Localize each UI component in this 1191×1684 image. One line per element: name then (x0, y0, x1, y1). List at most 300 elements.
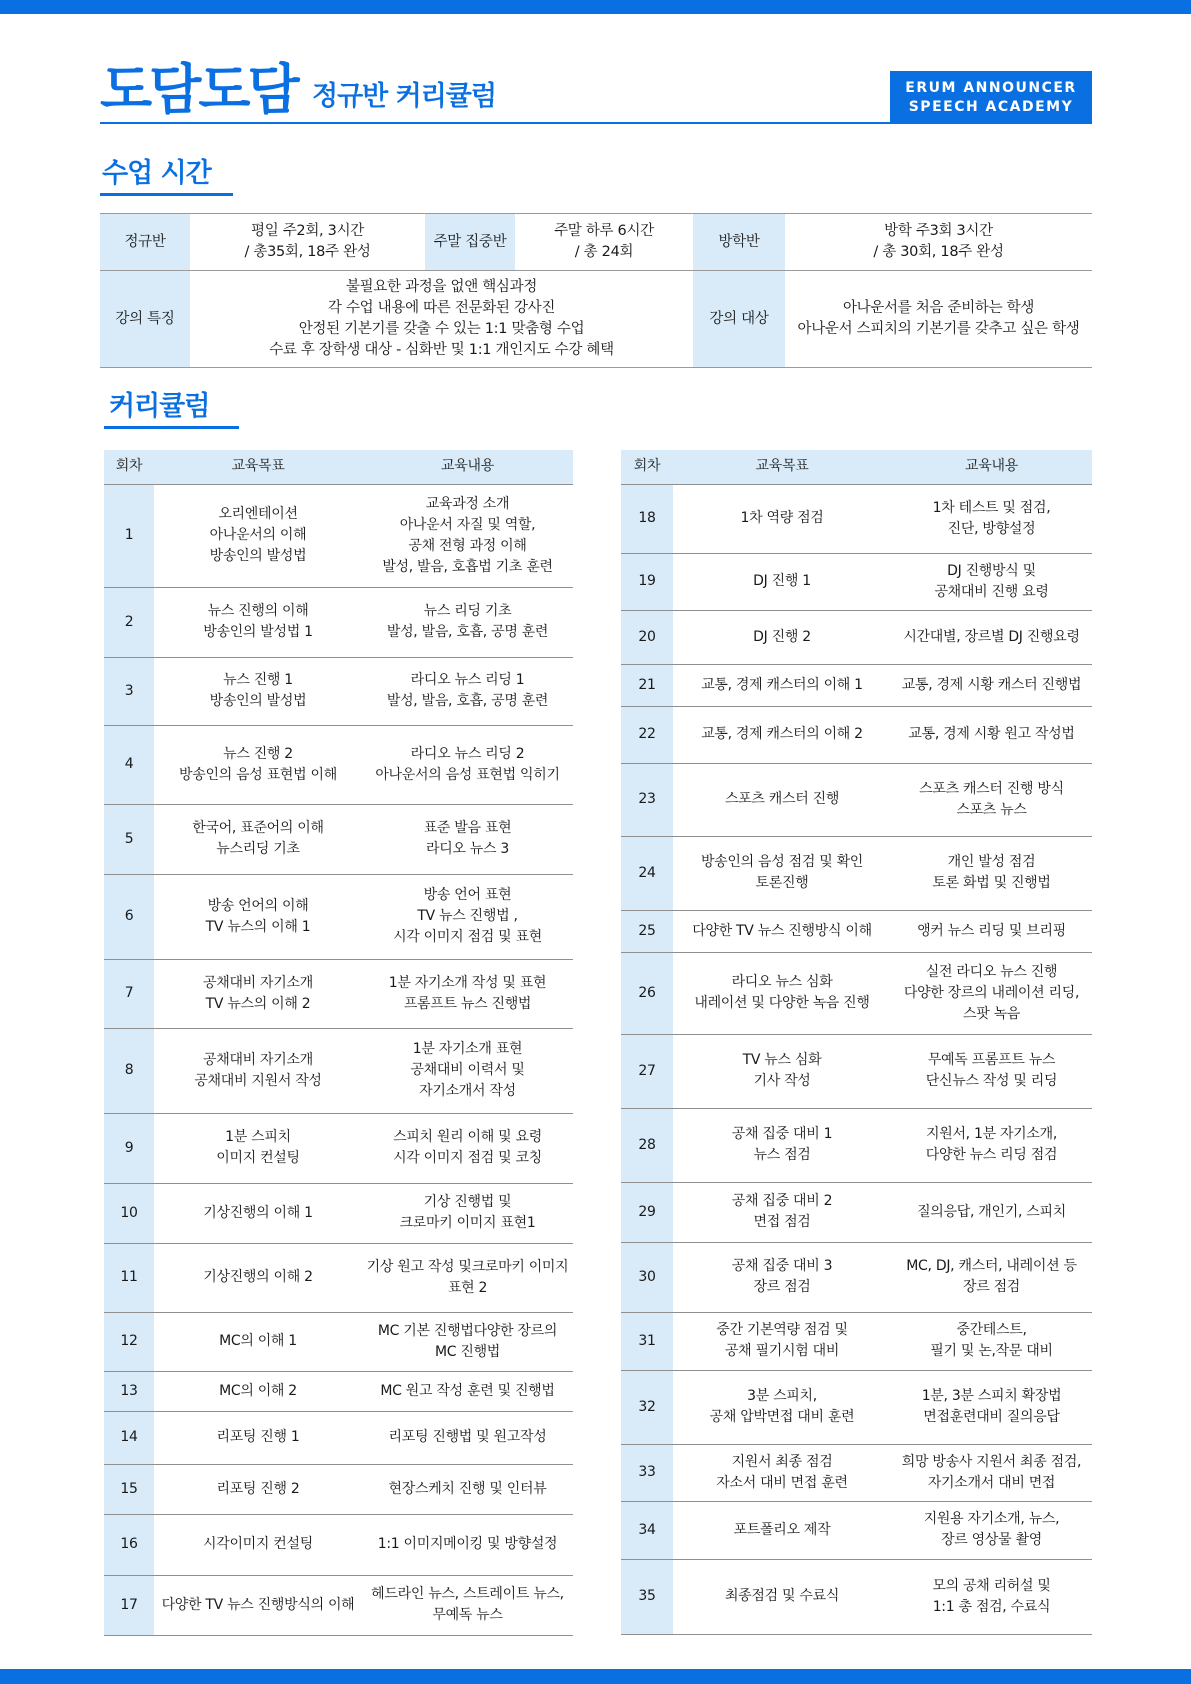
content-line: 스포츠 캐스터 진행 방식 (919, 780, 1064, 797)
education-goal (154, 1464, 362, 1514)
regular-schedule (190, 214, 425, 271)
goal-line: 방송인의 음성 표현법 이해 (179, 766, 337, 783)
content-line: 리포팅 진행법 및 원고작성 (388, 1429, 547, 1445)
content-line: 라디오 뉴스 리딩 2 (410, 745, 525, 762)
content-line: 진단, 방향설정 (947, 520, 1036, 537)
session-number: 33 (621, 1444, 673, 1501)
goal-line: 뉴스 진행 2 (223, 745, 293, 762)
education-goal (673, 910, 891, 952)
content-line: 표현 2 (447, 1279, 488, 1296)
education-goal (673, 1182, 891, 1242)
education-content (891, 836, 1092, 910)
content-line: 질의응답, 개인기, 스피치 (917, 1203, 1066, 1220)
content-line: 발성, 발음, 호흡법 기초 훈련 (382, 558, 553, 575)
curriculum-header-row (104, 450, 573, 484)
goal-line: 공채 집중 대비 1 (731, 1126, 833, 1142)
education-content (362, 804, 573, 874)
curriculum-table-right (621, 450, 1092, 1635)
session-number: 8 (104, 1028, 154, 1113)
curriculum-row (621, 1108, 1092, 1182)
education-goal (154, 1312, 362, 1371)
content-header: 교육내용 (891, 450, 1092, 484)
curriculum-table-left (104, 450, 573, 1636)
goal-line: 1분 스피치 (225, 1129, 291, 1145)
goal-line: 다양한 TV 뉴스 진행방식의 이해 (161, 1596, 355, 1613)
goal-line: 공채대비 자기소개 (203, 1051, 313, 1068)
content-line: 면접훈련대비 질의응답 (923, 1409, 1060, 1425)
regular-label: 정규반 (100, 214, 190, 271)
weekend-schedule-line: 주말 하루 6시간 (554, 223, 654, 239)
curriculum-body-left (104, 484, 573, 1635)
education-goal (154, 959, 362, 1028)
schedule-title-underline (100, 193, 233, 196)
goal-line: 공채 집중 대비 3 (731, 1258, 833, 1274)
education-content (891, 763, 1092, 836)
content-line: 공채대비 이력서 및 (410, 1062, 525, 1078)
education-content (891, 1444, 1092, 1501)
content-line: 뉴스 리딩 기초 (423, 603, 512, 619)
features-content (190, 271, 693, 368)
content-line: 시각 이미지 점검 및 표현 (393, 929, 542, 945)
content-line: 단신뉴스 작성 및 리딩 (925, 1073, 1058, 1089)
curriculum-row (621, 1242, 1092, 1312)
schedule-table (100, 213, 1092, 368)
features-label: 강의 특징 (100, 271, 190, 368)
target-line: 아나운서 스피치의 기본기를 갖추고 싶은 학생 (797, 321, 1080, 337)
session-number: 20 (621, 610, 673, 664)
session-number: 5 (104, 804, 154, 874)
session-number: 13 (104, 1371, 154, 1411)
education-goal (673, 706, 891, 763)
curriculum-row (104, 484, 573, 587)
academy-line-2: SPEECH ACADEMY (908, 99, 1074, 115)
education-goal (673, 1242, 891, 1312)
feature-line: 수료 후 장학생 대상 - 심화반 및 1:1 개인지도 수강 혜택 (269, 342, 614, 358)
content-line: 1분, 3분 스피치 확장법 (921, 1388, 1062, 1404)
content-line: 발성, 발음, 호흡, 공명 훈련 (386, 624, 549, 640)
curriculum-row (104, 1575, 573, 1635)
goal-line: 1차 역량 점검 (740, 510, 824, 526)
content-line: 발성, 발음, 호흡, 공명 훈련 (386, 693, 549, 709)
session-number: 16 (104, 1514, 154, 1575)
education-goal (673, 763, 891, 836)
education-content (362, 657, 573, 725)
content-line: 1차 테스트 및 점검, (932, 499, 1051, 516)
session-number: 9 (104, 1113, 154, 1183)
education-content (891, 1370, 1092, 1444)
vacation-schedule-line: / 총 30회, 18주 완성 (873, 244, 1004, 260)
content-line: 무예독 프롬프트 뉴스 (927, 1052, 1056, 1068)
education-goal (154, 587, 362, 657)
content-line: 아나운서 자질 및 역할, (399, 516, 536, 533)
top-accent-bar (0, 0, 1191, 14)
content-line: 희망 방송사 지원서 최종 점검, (901, 1453, 1082, 1470)
goal-line: 공채대비 지원서 작성 (194, 1072, 322, 1089)
curriculum-row (621, 1559, 1092, 1634)
education-goal (154, 484, 362, 587)
education-content (891, 664, 1092, 706)
curriculum-row (104, 959, 573, 1028)
content-line: 1:1 이미지메이킹 및 방향설정 (377, 1536, 558, 1552)
goal-line: 교통, 경제 캐스터의 이해 1 (701, 676, 863, 693)
goal-line: 면접 점검 (753, 1214, 811, 1230)
content-line: 교통, 경제 시황 원고 작성법 (908, 726, 1075, 742)
session-number: 14 (104, 1411, 154, 1464)
education-goal (154, 1183, 362, 1243)
goal-line: DJ 진행 1 (753, 573, 811, 589)
education-goal (154, 1028, 362, 1113)
weekend-schedule-line: / 총 24회 (574, 244, 634, 260)
curriculum-row (104, 587, 573, 657)
goal-line: 방송인의 발성법 (209, 548, 307, 564)
curriculum-row (104, 1411, 573, 1464)
content-line: 무예독 뉴스 (432, 1607, 503, 1623)
education-content (891, 1242, 1092, 1312)
goal-line: TV 뉴스 심화 (742, 1052, 822, 1068)
curriculum-row (621, 1312, 1092, 1370)
feature-line: 각 수업 내용에 따른 전문화된 강사진 (327, 300, 556, 316)
content-line: 다양한 장르의 내레이션 리딩, (903, 984, 1080, 1001)
education-goal (154, 657, 362, 725)
goal-header: 교육목표 (673, 450, 891, 484)
vacation-schedule-line: 방학 주3회 3시간 (884, 223, 993, 239)
session-number: 18 (621, 484, 673, 553)
curriculum-row (621, 664, 1092, 706)
curriculum-row (621, 610, 1092, 664)
regular-schedule-line: / 총35회, 18주 완성 (244, 244, 371, 260)
curriculum-row (621, 763, 1092, 836)
goal-line: 기상진행의 이해 1 (203, 1204, 313, 1221)
education-content (891, 610, 1092, 664)
education-goal (673, 1108, 891, 1182)
curriculum-row (621, 1370, 1092, 1444)
content-line: 표준 발음 표현 (423, 820, 512, 836)
academy-badge (890, 71, 1092, 124)
schedule-row (100, 214, 1092, 271)
curriculum-row (621, 1034, 1092, 1108)
content-line: 지원용 자기소개, 뉴스, (923, 1511, 1060, 1527)
education-content (362, 587, 573, 657)
education-content (891, 1108, 1092, 1182)
session-number: 30 (621, 1242, 673, 1312)
session-number: 26 (621, 952, 673, 1034)
content-line: 1:1 총 점검, 수료식 (932, 1598, 1051, 1615)
education-goal (673, 1034, 891, 1108)
education-content (362, 725, 573, 804)
content-line: 공채대비 진행 요령 (934, 583, 1049, 600)
session-number: 11 (104, 1243, 154, 1312)
curriculum-title-underline (104, 426, 239, 429)
education-goal (154, 1514, 362, 1575)
education-goal (154, 1575, 362, 1635)
education-goal (673, 484, 891, 553)
goal-line: 리포팅 진행 1 (216, 1429, 300, 1445)
content-line: 교통, 경제 시황 캐스터 진행법 (901, 676, 1082, 693)
education-goal (673, 1501, 891, 1559)
goal-line: 공채 필기시험 대비 (724, 1343, 840, 1359)
goal-line: 토론진행 (755, 875, 809, 891)
vacation-schedule (785, 214, 1092, 271)
education-content (891, 1182, 1092, 1242)
goal-line: 스포츠 캐스터 진행 (724, 791, 840, 807)
goal-line: 방송인의 발성법 (209, 693, 307, 709)
session-number: 4 (104, 725, 154, 804)
content-line: MC 원고 작성 훈련 및 진행법 (380, 1382, 555, 1399)
curriculum-row (621, 1182, 1092, 1242)
goal-line: 방송인의 음성 점검 및 확인 (700, 854, 864, 870)
education-goal (673, 1370, 891, 1444)
schedule-section-title: 수업 시간 (102, 158, 211, 189)
curriculum-row (621, 706, 1092, 763)
session-number: 32 (621, 1370, 673, 1444)
curriculum-row (104, 1183, 573, 1243)
session-number: 25 (621, 910, 673, 952)
session-number: 28 (621, 1108, 673, 1182)
content-line: DJ 진행방식 및 (947, 562, 1036, 579)
content-line: 시간대별, 장르별 DJ 진행요령 (903, 628, 1080, 645)
content-line: 모의 공채 리허설 및 (932, 1577, 1051, 1594)
curriculum-row (104, 1464, 573, 1514)
content-line: MC, DJ, 캐스터, 내레이션 등 (906, 1258, 1077, 1274)
content-line: 스팟 녹음 (962, 1005, 1021, 1022)
goal-line: 내레이션 및 다양한 녹음 진행 (694, 995, 870, 1011)
curriculum-section-title: 커리큘럼 (109, 391, 210, 422)
education-goal (673, 952, 891, 1034)
content-line: 방송 언어 표현 (423, 887, 512, 903)
content-line: 장르 점검 (962, 1279, 1021, 1295)
education-content (362, 1464, 573, 1514)
feature-line: 안정된 기본기를 갖출 수 있는 1:1 맞춤형 수업 (298, 321, 585, 337)
education-content (362, 1113, 573, 1183)
goal-line: 시각이미지 컨설팅 (203, 1536, 313, 1552)
content-line: 스포츠 뉴스 (956, 801, 1027, 818)
education-goal (154, 1243, 362, 1312)
goal-line: 방송인의 발성법 1 (203, 624, 313, 640)
education-goal (154, 1411, 362, 1464)
session-number: 24 (621, 836, 673, 910)
goal-line: 뉴스 진행의 이해 (207, 603, 309, 619)
content-line: 중간테스트, (956, 1322, 1027, 1338)
education-content (891, 1559, 1092, 1634)
goal-line: 교통, 경제 캐스터의 이해 2 (701, 726, 863, 742)
content-line: 스피치 원리 이해 및 요령 (393, 1129, 542, 1145)
education-content (891, 910, 1092, 952)
curriculum-row (104, 1243, 573, 1312)
content-line: 장르 영상물 촬영 (941, 1532, 1042, 1548)
goal-line: DJ 진행 2 (753, 628, 811, 645)
features-row (100, 271, 1092, 368)
goal-line: 포트폴리오 제작 (733, 1521, 831, 1538)
education-content (891, 484, 1092, 553)
page-subtitle: 정규반 커리큘럼 (312, 81, 496, 112)
education-goal (154, 1113, 362, 1183)
education-content (891, 553, 1092, 610)
session-number: 35 (621, 1559, 673, 1634)
goal-line: 오리엔테이션 (218, 506, 298, 522)
goal-line: TV 뉴스의 이해 1 (205, 918, 311, 935)
content-line: MC 기본 진행법다양한 장르의 (377, 1322, 558, 1339)
curriculum-body-right (621, 484, 1092, 1634)
content-line: 현장스케치 진행 및 인터뷰 (388, 1480, 547, 1497)
education-content (891, 1034, 1092, 1108)
goal-line: 리포팅 진행 2 (216, 1480, 300, 1497)
goal-line: 라디오 뉴스 심화 (731, 974, 833, 990)
session-header: 회차 (104, 450, 154, 484)
goal-line: 지원서 최종 점검 (731, 1453, 833, 1470)
curriculum-row (104, 1312, 573, 1371)
curriculum-row (104, 1514, 573, 1575)
content-line: 기상 진행법 및 (423, 1194, 512, 1210)
curriculum-row (104, 804, 573, 874)
content-line: 1분 자기소개 표현 (412, 1041, 523, 1057)
education-goal (154, 725, 362, 804)
content-line: 라디오 뉴스 리딩 1 (410, 672, 525, 688)
weekend-schedule (515, 214, 693, 271)
curriculum-header-row (621, 450, 1092, 484)
goal-line: 다양한 TV 뉴스 진행방식 이해 (692, 922, 872, 939)
curriculum-row (621, 484, 1092, 553)
content-line: MC 진행법 (434, 1343, 501, 1360)
content-line: 기상 원고 작성 및크로마키 이미지 (366, 1258, 569, 1275)
session-number: 23 (621, 763, 673, 836)
goal-line: TV 뉴스의 이해 2 (205, 995, 311, 1012)
session-number: 17 (104, 1575, 154, 1635)
education-content (362, 1514, 573, 1575)
education-goal (673, 1444, 891, 1501)
goal-line: 이미지 컨설팅 (216, 1150, 300, 1166)
vacation-label: 방학반 (693, 214, 785, 271)
education-goal (673, 553, 891, 610)
education-goal (154, 874, 362, 959)
content-line: 크로마키 이미지 표현1 (399, 1215, 536, 1231)
content-line: 토론 화법 및 진행법 (932, 875, 1051, 891)
weekend-label: 주말 집중반 (425, 214, 515, 271)
education-content (362, 1028, 573, 1113)
session-number: 19 (621, 553, 673, 610)
bottom-accent-bar (0, 1669, 1191, 1684)
goal-line: 장르 점검 (753, 1279, 811, 1295)
goal-line: 공채 집중 대비 2 (731, 1193, 833, 1209)
session-number: 15 (104, 1464, 154, 1514)
education-goal (673, 1312, 891, 1370)
session-number: 27 (621, 1034, 673, 1108)
content-line: 필기 및 논,작문 대비 (930, 1343, 1053, 1359)
goal-line: MC의 이해 1 (219, 1333, 297, 1349)
content-line: 지원서, 1분 자기소개, (926, 1126, 1057, 1142)
education-goal (673, 610, 891, 664)
curriculum-row (621, 1501, 1092, 1559)
education-goal (673, 836, 891, 910)
curriculum-row (621, 553, 1092, 610)
education-content (362, 1312, 573, 1371)
academy-line-1: ERUM ANNOUNCER (905, 80, 1077, 96)
goal-line: 중간 기본역량 점검 및 (716, 1322, 848, 1338)
target-content (785, 271, 1092, 368)
content-line: 다양한 뉴스 리딩 점검 (925, 1147, 1058, 1163)
target-line: 아나운서를 처음 준비하는 학생 (842, 300, 1035, 316)
session-number: 31 (621, 1312, 673, 1370)
content-line: TV 뉴스 진행법 , (417, 908, 518, 924)
content-line: 앵커 뉴스 리딩 및 브리핑 (917, 922, 1066, 939)
brand-title: 도담도담 (100, 58, 297, 121)
education-content (891, 1312, 1092, 1370)
education-content (362, 1411, 573, 1464)
session-number: 34 (621, 1501, 673, 1559)
education-content (362, 874, 573, 959)
goal-header: 교육목표 (154, 450, 362, 484)
goal-line: 아나운서의 이해 (209, 527, 307, 543)
goal-line: 3분 스피치, (747, 1388, 817, 1404)
education-content (362, 959, 573, 1028)
goal-line: 공채 압박면접 대비 훈련 (709, 1409, 855, 1425)
content-line: 아나운서의 음성 표현법 익히기 (375, 766, 560, 783)
session-number: 6 (104, 874, 154, 959)
session-number: 2 (104, 587, 154, 657)
goal-line: 한국어, 표준어의 이해 (192, 820, 324, 836)
session-number: 3 (104, 657, 154, 725)
goal-line: MC의 이해 2 (219, 1382, 297, 1399)
content-line: 라디오 뉴스 3 (425, 841, 510, 857)
goal-line: 자소서 대비 면접 훈련 (716, 1474, 848, 1491)
content-line: 실전 라디오 뉴스 진행 (925, 963, 1058, 980)
session-number: 22 (621, 706, 673, 763)
content-line: 자기소개서 작성 (419, 1083, 516, 1099)
education-content (891, 1501, 1092, 1559)
session-header: 회차 (621, 450, 673, 484)
education-goal (673, 1559, 891, 1634)
curriculum-row (104, 725, 573, 804)
curriculum-row (621, 1444, 1092, 1501)
education-content (362, 1243, 573, 1312)
curriculum-row (104, 657, 573, 725)
curriculum-row (104, 1113, 573, 1183)
session-number: 21 (621, 664, 673, 706)
session-number: 12 (104, 1312, 154, 1371)
education-content (362, 1575, 573, 1635)
target-label: 강의 대상 (693, 271, 785, 368)
curriculum-row (104, 874, 573, 959)
education-content (362, 1183, 573, 1243)
goal-line: 뉴스 진행 1 (223, 672, 293, 688)
goal-line: 뉴스 점검 (753, 1147, 811, 1163)
content-line: 공채 전형 과정 이해 (408, 537, 527, 554)
curriculum-row (621, 836, 1092, 910)
education-goal (154, 1371, 362, 1411)
session-number: 7 (104, 959, 154, 1028)
curriculum-row (621, 910, 1092, 952)
education-goal (673, 664, 891, 706)
content-line: 교육과정 소개 (425, 495, 510, 512)
education-content (891, 952, 1092, 1034)
session-number: 1 (104, 484, 154, 587)
curriculum-row (621, 952, 1092, 1034)
goal-line: 최종점검 및 수료식 (724, 1588, 840, 1604)
education-goal (154, 804, 362, 874)
session-number: 29 (621, 1182, 673, 1242)
content-line: 시각 이미지 점검 및 코칭 (393, 1150, 542, 1166)
education-content (891, 706, 1092, 763)
content-line: 자기소개서 대비 면접 (927, 1474, 1056, 1491)
education-content (362, 484, 573, 587)
content-line: 1분 자기소개 작성 및 표현 (388, 974, 547, 991)
content-line: 개인 발성 점검 (947, 854, 1036, 870)
education-content (362, 1371, 573, 1411)
curriculum-row (104, 1028, 573, 1113)
page-header (100, 58, 1092, 124)
curriculum-row (104, 1371, 573, 1411)
content-header: 교육내용 (362, 450, 573, 484)
feature-line: 불필요한 과정을 없앤 핵심과정 (345, 279, 538, 295)
